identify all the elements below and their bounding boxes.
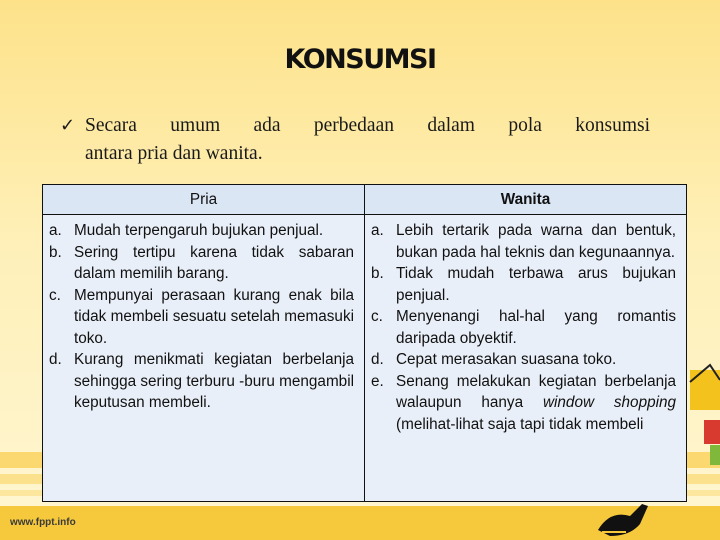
- list-item: e. Senang melakukan kegiatan berbelanja walaupun hanya window shopping (melihat-lihat saja tapi tidak membeli: [371, 372, 676, 433]
- column-header-pria: Pria: [43, 185, 365, 215]
- list-item: a. Mudah terpengaruh bujukan penjual.: [49, 222, 324, 239]
- list-item: b. Tidak mudah terbawa arus bujukan penjual.: [371, 265, 676, 304]
- list-item: b. Sering tertipu karena tidak sabaran dalam memilih barang.: [49, 243, 354, 282]
- checkmark-icon: ✓: [60, 115, 76, 136]
- wanita-cell: [365, 215, 687, 502]
- pria-cell: [43, 215, 365, 502]
- footer-url: www.fppt.info: [10, 517, 76, 528]
- wanita-list: [371, 220, 676, 435]
- comparison-table: [42, 184, 687, 502]
- intro-line: Secara umum ada perbedaan dalam pola konsumsi: [85, 115, 650, 136]
- list-item: d. Kurang menikmati kegiatan berbelanja sehingga sering terburu -buru mengambil keputusan membeli.: [49, 351, 354, 411]
- list-item: c. Menyenangi hal-hal yang romantis daripada obyektif.: [371, 308, 676, 347]
- pria-list: [49, 220, 354, 414]
- shoe-illustration: [590, 496, 670, 540]
- list-item: d. Cepat merasakan suasana toko.: [371, 351, 617, 368]
- list-item: a. Lebih tertarik pada warna dan bentuk, bukan pada hal teknis dan kegunaannya.: [371, 222, 676, 261]
- list-item: c. Mempunyai perasaan kurang enak bila tidak membeli sesuatu setelah memasuki toko.: [49, 286, 354, 347]
- page-title: KONSUMSI: [284, 44, 436, 75]
- intro-line: antara pria dan wanita.: [85, 143, 263, 164]
- column-header-wanita: Wanita: [365, 185, 687, 215]
